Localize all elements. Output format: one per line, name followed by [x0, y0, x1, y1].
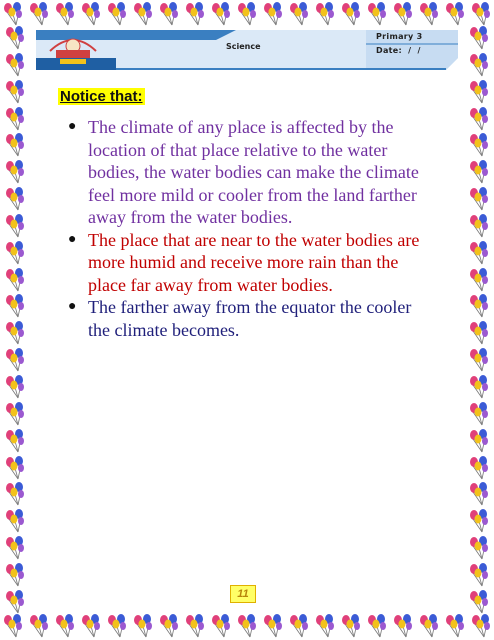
balloon-bunch-icon: [2, 614, 24, 638]
balloon-bunch-icon: [470, 614, 492, 638]
balloon-bunch-icon: [236, 2, 258, 26]
balloon-bunch-icon: [106, 614, 128, 638]
balloon-bunch-icon: [4, 80, 26, 104]
balloon-bunch-icon: [468, 348, 490, 372]
point-text: The climate of any place is affected by the location of that place relative to the water bodies, the water bodies can make the climate feel more mild or cooler from the land farther away from the water bodies.: [88, 117, 419, 227]
bullet-icon: ●: [68, 119, 77, 134]
balloon-bunch-icon: [468, 402, 490, 426]
balloon-bunch-icon: [468, 80, 490, 104]
balloon-bunch-icon: [468, 294, 490, 318]
school-logo: [42, 33, 104, 67]
balloon-bunch-icon: [80, 2, 102, 26]
date-field: Date: / /: [376, 46, 421, 55]
page-number: 11: [230, 585, 256, 603]
balloon-bunch-icon: [106, 2, 128, 26]
bullet-icon: ●: [68, 299, 77, 314]
balloon-bunch-icon: [4, 26, 26, 50]
balloon-bunch-icon: [158, 614, 180, 638]
balloon-bunch-icon: [4, 241, 26, 265]
header-banner: [36, 30, 458, 70]
notice-heading: Notice that:: [60, 88, 143, 105]
balloon-bunch-icon: [4, 348, 26, 372]
balloon-bunch-icon: [468, 26, 490, 50]
list-item: [66, 296, 426, 341]
balloon-bunch-icon: [468, 536, 490, 560]
balloon-bunch-icon: [4, 214, 26, 238]
balloon-bunch-icon: [392, 614, 414, 638]
balloon-bunch-icon: [468, 214, 490, 238]
balloon-bunch-icon: [468, 456, 490, 480]
balloon-bunch-icon: [288, 614, 310, 638]
balloon-bunch-icon: [184, 2, 206, 26]
balloon-bunch-icon: [4, 456, 26, 480]
balloon-bunch-icon: [4, 590, 26, 614]
balloon-bunch-icon: [468, 160, 490, 184]
point-text: The place that are near to the water bodies are more humid and receive more rain than the place far away from water bodies.: [88, 229, 420, 295]
balloon-bunch-icon: [288, 2, 310, 26]
right-balloon-border: [466, 26, 492, 614]
list-item: [66, 229, 426, 297]
balloon-bunch-icon: [444, 2, 466, 26]
balloon-bunch-icon: [4, 375, 26, 399]
balloon-bunch-icon: [28, 614, 50, 638]
balloon-bunch-icon: [80, 614, 102, 638]
balloon-bunch-icon: [210, 2, 232, 26]
notice-points-list: [66, 116, 426, 341]
balloon-bunch-icon: [4, 294, 26, 318]
balloon-bunch-icon: [468, 563, 490, 587]
balloon-bunch-icon: [468, 53, 490, 77]
balloon-bunch-icon: [4, 133, 26, 157]
balloon-bunch-icon: [418, 614, 440, 638]
balloon-bunch-icon: [468, 187, 490, 211]
balloon-bunch-icon: [4, 429, 26, 453]
balloon-bunch-icon: [314, 2, 336, 26]
balloon-bunch-icon: [340, 2, 362, 26]
balloon-bunch-icon: [4, 482, 26, 506]
balloon-bunch-icon: [444, 614, 466, 638]
subject-title: Science: [226, 42, 261, 51]
balloon-bunch-icon: [184, 614, 206, 638]
balloon-bunch-icon: [4, 509, 26, 533]
balloon-bunch-icon: [468, 107, 490, 131]
top-balloon-border: [0, 2, 494, 28]
balloon-bunch-icon: [468, 375, 490, 399]
list-item: [66, 116, 426, 229]
balloon-bunch-icon: [340, 614, 362, 638]
balloon-bunch-icon: [418, 2, 440, 26]
balloon-bunch-icon: [468, 321, 490, 345]
balloon-bunch-icon: [470, 2, 492, 26]
balloon-bunch-icon: [262, 2, 284, 26]
balloon-bunch-icon: [2, 2, 24, 26]
left-balloon-border: [2, 26, 28, 614]
grade-label: Primary 3: [376, 32, 423, 41]
balloon-bunch-icon: [54, 2, 76, 26]
balloon-bunch-icon: [4, 402, 26, 426]
point-text: The farther away from the equator the cooler the climate becomes.: [88, 297, 412, 340]
balloon-bunch-icon: [4, 160, 26, 184]
balloon-bunch-icon: [4, 536, 26, 560]
bottom-balloon-border: [0, 614, 494, 640]
balloon-bunch-icon: [366, 614, 388, 638]
balloon-bunch-icon: [4, 53, 26, 77]
balloon-bunch-icon: [468, 509, 490, 533]
bullet-icon: ●: [68, 231, 77, 247]
balloon-bunch-icon: [468, 429, 490, 453]
balloon-bunch-icon: [468, 268, 490, 292]
balloon-bunch-icon: [132, 2, 154, 26]
balloon-bunch-icon: [468, 482, 490, 506]
balloon-bunch-icon: [4, 563, 26, 587]
balloon-bunch-icon: [4, 187, 26, 211]
balloon-bunch-icon: [468, 133, 490, 157]
balloon-bunch-icon: [4, 107, 26, 131]
balloon-bunch-icon: [4, 321, 26, 345]
balloon-bunch-icon: [366, 2, 388, 26]
balloon-bunch-icon: [468, 590, 490, 614]
balloon-bunch-icon: [28, 2, 50, 26]
balloon-bunch-icon: [314, 614, 336, 638]
balloon-bunch-icon: [132, 614, 154, 638]
balloon-bunch-icon: [158, 2, 180, 26]
balloon-bunch-icon: [210, 614, 232, 638]
balloon-bunch-icon: [54, 614, 76, 638]
balloon-bunch-icon: [262, 614, 284, 638]
balloon-bunch-icon: [4, 268, 26, 292]
balloon-bunch-icon: [236, 614, 258, 638]
balloon-bunch-icon: [468, 241, 490, 265]
balloon-bunch-icon: [392, 2, 414, 26]
